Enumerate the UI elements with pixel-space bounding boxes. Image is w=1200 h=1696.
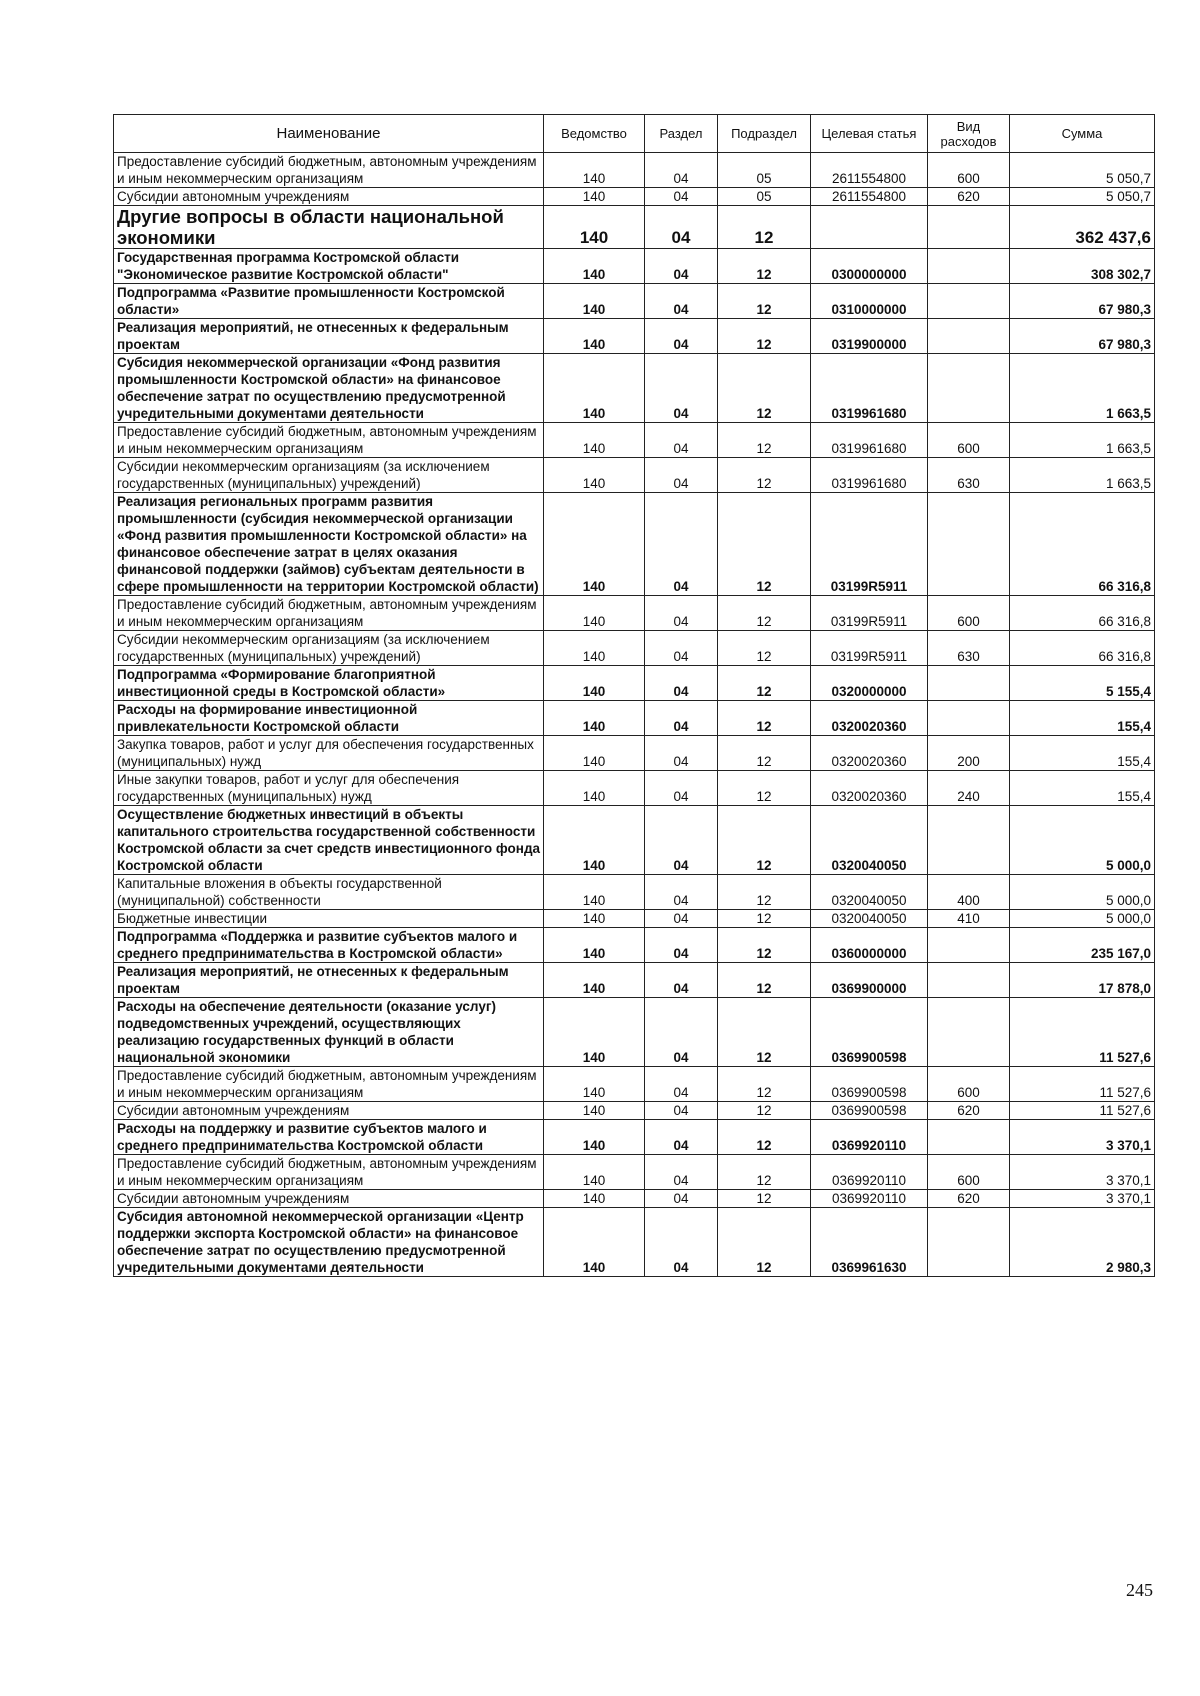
row-exp-type: 600	[928, 1067, 1010, 1102]
row-section: 04	[645, 319, 718, 354]
row-agency: 140	[544, 1102, 645, 1120]
table-row	[114, 458, 1155, 493]
row-amount: 5 050,7	[1010, 153, 1155, 188]
row-target: 0369920110	[811, 1155, 928, 1190]
row-exp-type	[928, 206, 1010, 249]
row-amount: 66 316,8	[1010, 493, 1155, 596]
row-agency: 140	[544, 1155, 645, 1190]
row-amount: 5 050,7	[1010, 188, 1155, 206]
header-amount: Сумма	[1010, 115, 1155, 153]
row-exp-type	[928, 806, 1010, 875]
row-exp-type: 600	[928, 596, 1010, 631]
row-target: 03199R5911	[811, 596, 928, 631]
table-row	[114, 249, 1155, 284]
row-name: Субсидии некоммерческим организациям (за исключением государственных (муниципальных) учреждений)	[114, 631, 544, 666]
row-exp-type: 630	[928, 631, 1010, 666]
row-name: Бюджетные инвестиции	[114, 910, 544, 928]
row-name: Расходы на формирование инвестиционной привлекательности Костромской области	[114, 701, 544, 736]
row-exp-type	[928, 666, 1010, 701]
row-subsection: 12	[718, 284, 811, 319]
row-section: 04	[645, 206, 718, 249]
row-section: 04	[645, 1208, 718, 1277]
row-name: Субсидии автономным учреждениям	[114, 188, 544, 206]
row-target: 0360000000	[811, 928, 928, 963]
row-subsection: 12	[718, 666, 811, 701]
table-row	[114, 736, 1155, 771]
row-name: Субсидия некоммерческой организации «Фонд развития промышленности Костромской области» на финансовое обеспечение затрат по осуществлению предусмотренной учредительными документами деятельности	[114, 354, 544, 423]
row-section: 04	[645, 1155, 718, 1190]
row-name: Подпрограмма «Формирование благоприятной инвестиционной среды в Костромской области»	[114, 666, 544, 701]
row-subsection: 12	[718, 423, 811, 458]
header-section: Раздел	[645, 115, 718, 153]
row-section: 04	[645, 1190, 718, 1208]
budget-table	[113, 114, 1155, 1277]
page-number: 245	[1126, 1580, 1153, 1600]
table-row	[114, 928, 1155, 963]
table-row	[114, 998, 1155, 1067]
row-name: Осуществление бюджетных инвестиций в объекты капитального строительства государственной собственности Костромской области за счет средств инвестиционного фонда Костромской области	[114, 806, 544, 875]
row-amount: 11 527,6	[1010, 1067, 1155, 1102]
row-amount: 3 370,1	[1010, 1190, 1155, 1208]
row-agency: 140	[544, 188, 645, 206]
header-agency: Ведомство	[544, 115, 645, 153]
row-agency: 140	[544, 771, 645, 806]
table-row	[114, 1120, 1155, 1155]
row-exp-type: 630	[928, 458, 1010, 493]
row-exp-type	[928, 998, 1010, 1067]
row-agency: 140	[544, 596, 645, 631]
table-row	[114, 875, 1155, 910]
row-amount: 362 437,6	[1010, 206, 1155, 249]
row-agency: 140	[544, 458, 645, 493]
row-subsection: 12	[718, 910, 811, 928]
table-row	[114, 701, 1155, 736]
row-section: 04	[645, 701, 718, 736]
row-agency: 140	[544, 963, 645, 998]
row-exp-type: 620	[928, 1190, 1010, 1208]
table-row	[114, 206, 1155, 249]
row-target: 03199R5911	[811, 631, 928, 666]
row-exp-type: 400	[928, 875, 1010, 910]
row-agency: 140	[544, 928, 645, 963]
row-name: Предоставление субсидий бюджетным, автономным учреждениям и иным некоммерческим организациям	[114, 1155, 544, 1190]
row-name: Капитальные вложения в объекты государственной (муниципальной) собственности	[114, 875, 544, 910]
row-target: 0369920110	[811, 1120, 928, 1155]
row-name: Предоставление субсидий бюджетным, автономным учреждениям и иным некоммерческим организациям	[114, 1067, 544, 1102]
row-subsection: 12	[718, 701, 811, 736]
row-target: 0320040050	[811, 910, 928, 928]
row-section: 04	[645, 458, 718, 493]
row-agency: 140	[544, 249, 645, 284]
table-row	[114, 771, 1155, 806]
row-amount: 3 370,1	[1010, 1120, 1155, 1155]
row-subsection: 12	[718, 1120, 811, 1155]
row-agency: 140	[544, 284, 645, 319]
row-agency: 140	[544, 910, 645, 928]
row-subsection: 05	[718, 188, 811, 206]
row-subsection: 12	[718, 1067, 811, 1102]
row-target: 0369961630	[811, 1208, 928, 1277]
row-section: 04	[645, 284, 718, 319]
row-target: 0319961680	[811, 423, 928, 458]
row-target: 0320040050	[811, 806, 928, 875]
row-agency: 140	[544, 806, 645, 875]
row-section: 04	[645, 806, 718, 875]
row-agency: 140	[544, 493, 645, 596]
budget-table-sheet	[113, 114, 1154, 1277]
row-subsection: 12	[718, 596, 811, 631]
row-exp-type	[928, 1208, 1010, 1277]
row-exp-type	[928, 701, 1010, 736]
row-amount: 1 663,5	[1010, 354, 1155, 423]
table-row	[114, 666, 1155, 701]
row-amount: 3 370,1	[1010, 1155, 1155, 1190]
row-agency: 140	[544, 875, 645, 910]
row-subsection: 12	[718, 963, 811, 998]
header-subsection: Подраздел	[718, 115, 811, 153]
row-target: 0319900000	[811, 319, 928, 354]
table-row	[114, 1155, 1155, 1190]
row-target: 0369900598	[811, 998, 928, 1067]
row-name: Расходы на обеспечение деятельности (оказание услуг) подведомственных учреждений, осуществляющих реализацию государственных функций в области национальной экономики	[114, 998, 544, 1067]
row-agency: 140	[544, 354, 645, 423]
row-target: 0310000000	[811, 284, 928, 319]
row-exp-type	[928, 928, 1010, 963]
row-subsection: 12	[718, 771, 811, 806]
row-target: 0320020360	[811, 701, 928, 736]
row-subsection: 05	[718, 153, 811, 188]
row-agency: 140	[544, 1208, 645, 1277]
row-section: 04	[645, 423, 718, 458]
row-exp-type: 410	[928, 910, 1010, 928]
row-target: 0320000000	[811, 666, 928, 701]
row-amount: 1 663,5	[1010, 458, 1155, 493]
row-target: 03199R5911	[811, 493, 928, 596]
row-section: 04	[645, 875, 718, 910]
row-name: Подпрограмма «Развитие промышленности Костромской области»	[114, 284, 544, 319]
row-name: Предоставление субсидий бюджетным, автономным учреждениям и иным некоммерческим организациям	[114, 596, 544, 631]
row-subsection: 12	[718, 1155, 811, 1190]
table-row	[114, 1190, 1155, 1208]
row-amount: 155,4	[1010, 771, 1155, 806]
table-row	[114, 153, 1155, 188]
table-row	[114, 1208, 1155, 1277]
row-subsection: 12	[718, 1208, 811, 1277]
table-row	[114, 1102, 1155, 1120]
row-name: Другие вопросы в области национальной экономики	[114, 206, 544, 249]
row-amount: 1 663,5	[1010, 423, 1155, 458]
row-target	[811, 206, 928, 249]
row-section: 04	[645, 249, 718, 284]
row-amount: 155,4	[1010, 736, 1155, 771]
row-exp-type: 600	[928, 153, 1010, 188]
row-amount: 235 167,0	[1010, 928, 1155, 963]
row-agency: 140	[544, 153, 645, 188]
header-target: Целевая статья	[811, 115, 928, 153]
row-section: 04	[645, 963, 718, 998]
row-exp-type: 600	[928, 1155, 1010, 1190]
row-agency: 140	[544, 631, 645, 666]
row-amount: 5 155,4	[1010, 666, 1155, 701]
row-name: Субсидии некоммерческим организациям (за исключением государственных (муниципальных) учреждений)	[114, 458, 544, 493]
table-row	[114, 631, 1155, 666]
row-target: 0369920110	[811, 1190, 928, 1208]
row-section: 04	[645, 998, 718, 1067]
row-amount: 66 316,8	[1010, 631, 1155, 666]
row-agency: 140	[544, 1067, 645, 1102]
row-subsection: 12	[718, 998, 811, 1067]
row-subsection: 12	[718, 206, 811, 249]
row-section: 04	[645, 188, 718, 206]
row-name: Закупка товаров, работ и услуг для обеспечения государственных (муниципальных) нужд	[114, 736, 544, 771]
row-subsection: 12	[718, 928, 811, 963]
row-agency: 140	[544, 1120, 645, 1155]
header-exp-type: Вид расходов	[928, 115, 1010, 153]
table-row	[114, 319, 1155, 354]
table-row	[114, 1067, 1155, 1102]
row-agency: 140	[544, 1190, 645, 1208]
row-name: Иные закупки товаров, работ и услуг для обеспечения государственных (муниципальных) нужд	[114, 771, 544, 806]
table-row	[114, 188, 1155, 206]
row-name: Предоставление субсидий бюджетным, автономным учреждениям и иным некоммерческим организациям	[114, 153, 544, 188]
row-agency: 140	[544, 701, 645, 736]
row-amount: 17 878,0	[1010, 963, 1155, 998]
row-subsection: 12	[718, 875, 811, 910]
row-section: 04	[645, 493, 718, 596]
row-target: 0320020360	[811, 736, 928, 771]
row-agency: 140	[544, 666, 645, 701]
row-name: Субсидии автономным учреждениям	[114, 1190, 544, 1208]
table-row	[114, 423, 1155, 458]
row-subsection: 12	[718, 319, 811, 354]
row-target: 0300000000	[811, 249, 928, 284]
row-section: 04	[645, 910, 718, 928]
table-row	[114, 910, 1155, 928]
row-amount: 5 000,0	[1010, 875, 1155, 910]
row-exp-type	[928, 284, 1010, 319]
row-section: 04	[645, 666, 718, 701]
row-amount: 308 302,7	[1010, 249, 1155, 284]
row-agency: 140	[544, 206, 645, 249]
row-exp-type: 200	[928, 736, 1010, 771]
row-exp-type	[928, 493, 1010, 596]
row-subsection: 12	[718, 1102, 811, 1120]
row-section: 04	[645, 928, 718, 963]
row-exp-type: 600	[928, 423, 1010, 458]
row-target: 2611554800	[811, 188, 928, 206]
row-name: Субсидия автономной некоммерческой организации «Центр поддержки экспорта Костромской области» на финансовое обеспечение затрат по осуществлению предусмотренной учредительными документами деятельности	[114, 1208, 544, 1277]
row-section: 04	[645, 153, 718, 188]
row-subsection: 12	[718, 354, 811, 423]
row-exp-type: 620	[928, 188, 1010, 206]
table-row	[114, 284, 1155, 319]
row-name: Расходы на поддержку и развитие субъектов малого и среднего предпринимательства Костромской области	[114, 1120, 544, 1155]
row-name: Предоставление субсидий бюджетным, автономным учреждениям и иным некоммерческим организациям	[114, 423, 544, 458]
row-section: 04	[645, 596, 718, 631]
row-exp-type	[928, 249, 1010, 284]
row-exp-type: 620	[928, 1102, 1010, 1120]
row-name: Субсидии автономным учреждениям	[114, 1102, 544, 1120]
row-amount: 11 527,6	[1010, 1102, 1155, 1120]
row-name: Государственная программа Костромской области "Экономическое развитие Костромской области"	[114, 249, 544, 284]
row-subsection: 12	[718, 458, 811, 493]
row-target: 0369900598	[811, 1102, 928, 1120]
row-section: 04	[645, 736, 718, 771]
row-subsection: 12	[718, 493, 811, 596]
row-section: 04	[645, 1067, 718, 1102]
row-target: 0319961680	[811, 354, 928, 423]
row-target: 0319961680	[811, 458, 928, 493]
row-subsection: 12	[718, 1190, 811, 1208]
row-exp-type	[928, 963, 1010, 998]
row-target: 0369900598	[811, 1067, 928, 1102]
row-agency: 140	[544, 998, 645, 1067]
row-subsection: 12	[718, 249, 811, 284]
row-section: 04	[645, 771, 718, 806]
row-target: 0320020360	[811, 771, 928, 806]
row-agency: 140	[544, 423, 645, 458]
row-section: 04	[645, 1102, 718, 1120]
row-amount: 2 980,3	[1010, 1208, 1155, 1277]
row-subsection: 12	[718, 736, 811, 771]
row-amount: 67 980,3	[1010, 284, 1155, 319]
row-section: 04	[645, 1120, 718, 1155]
row-amount: 5 000,0	[1010, 910, 1155, 928]
table-header-row	[114, 115, 1155, 153]
row-name: Реализация мероприятий, не отнесенных к федеральным проектам	[114, 963, 544, 998]
row-amount: 67 980,3	[1010, 319, 1155, 354]
row-agency: 140	[544, 736, 645, 771]
row-exp-type	[928, 319, 1010, 354]
row-exp-type	[928, 1120, 1010, 1155]
row-name: Реализация мероприятий, не отнесенных к федеральным проектам	[114, 319, 544, 354]
row-amount: 11 527,6	[1010, 998, 1155, 1067]
row-exp-type: 240	[928, 771, 1010, 806]
row-agency: 140	[544, 319, 645, 354]
row-section: 04	[645, 631, 718, 666]
row-amount: 5 000,0	[1010, 806, 1155, 875]
table-row	[114, 963, 1155, 998]
table-row	[114, 596, 1155, 631]
table-row	[114, 806, 1155, 875]
table-row	[114, 354, 1155, 423]
header-name: Наименование	[114, 115, 544, 153]
row-subsection: 12	[718, 806, 811, 875]
row-section: 04	[645, 354, 718, 423]
row-name: Реализация региональных программ развития промышленности (субсидия некоммерческой организации «Фонд развития промышленности Костромской области» на финансовое обеспечение затрат в целях оказания финансовой поддержки (займов) субъектам деятельности в сфере промышленности на территории Костромской области)	[114, 493, 544, 596]
row-name: Подпрограмма «Поддержка и развитие субъектов малого и среднего предпринимательства в Костромской области»	[114, 928, 544, 963]
row-exp-type	[928, 354, 1010, 423]
row-amount: 66 316,8	[1010, 596, 1155, 631]
row-amount: 155,4	[1010, 701, 1155, 736]
row-subsection: 12	[718, 631, 811, 666]
row-target: 0320040050	[811, 875, 928, 910]
row-target: 0369900000	[811, 963, 928, 998]
table-row	[114, 493, 1155, 596]
row-target: 2611554800	[811, 153, 928, 188]
